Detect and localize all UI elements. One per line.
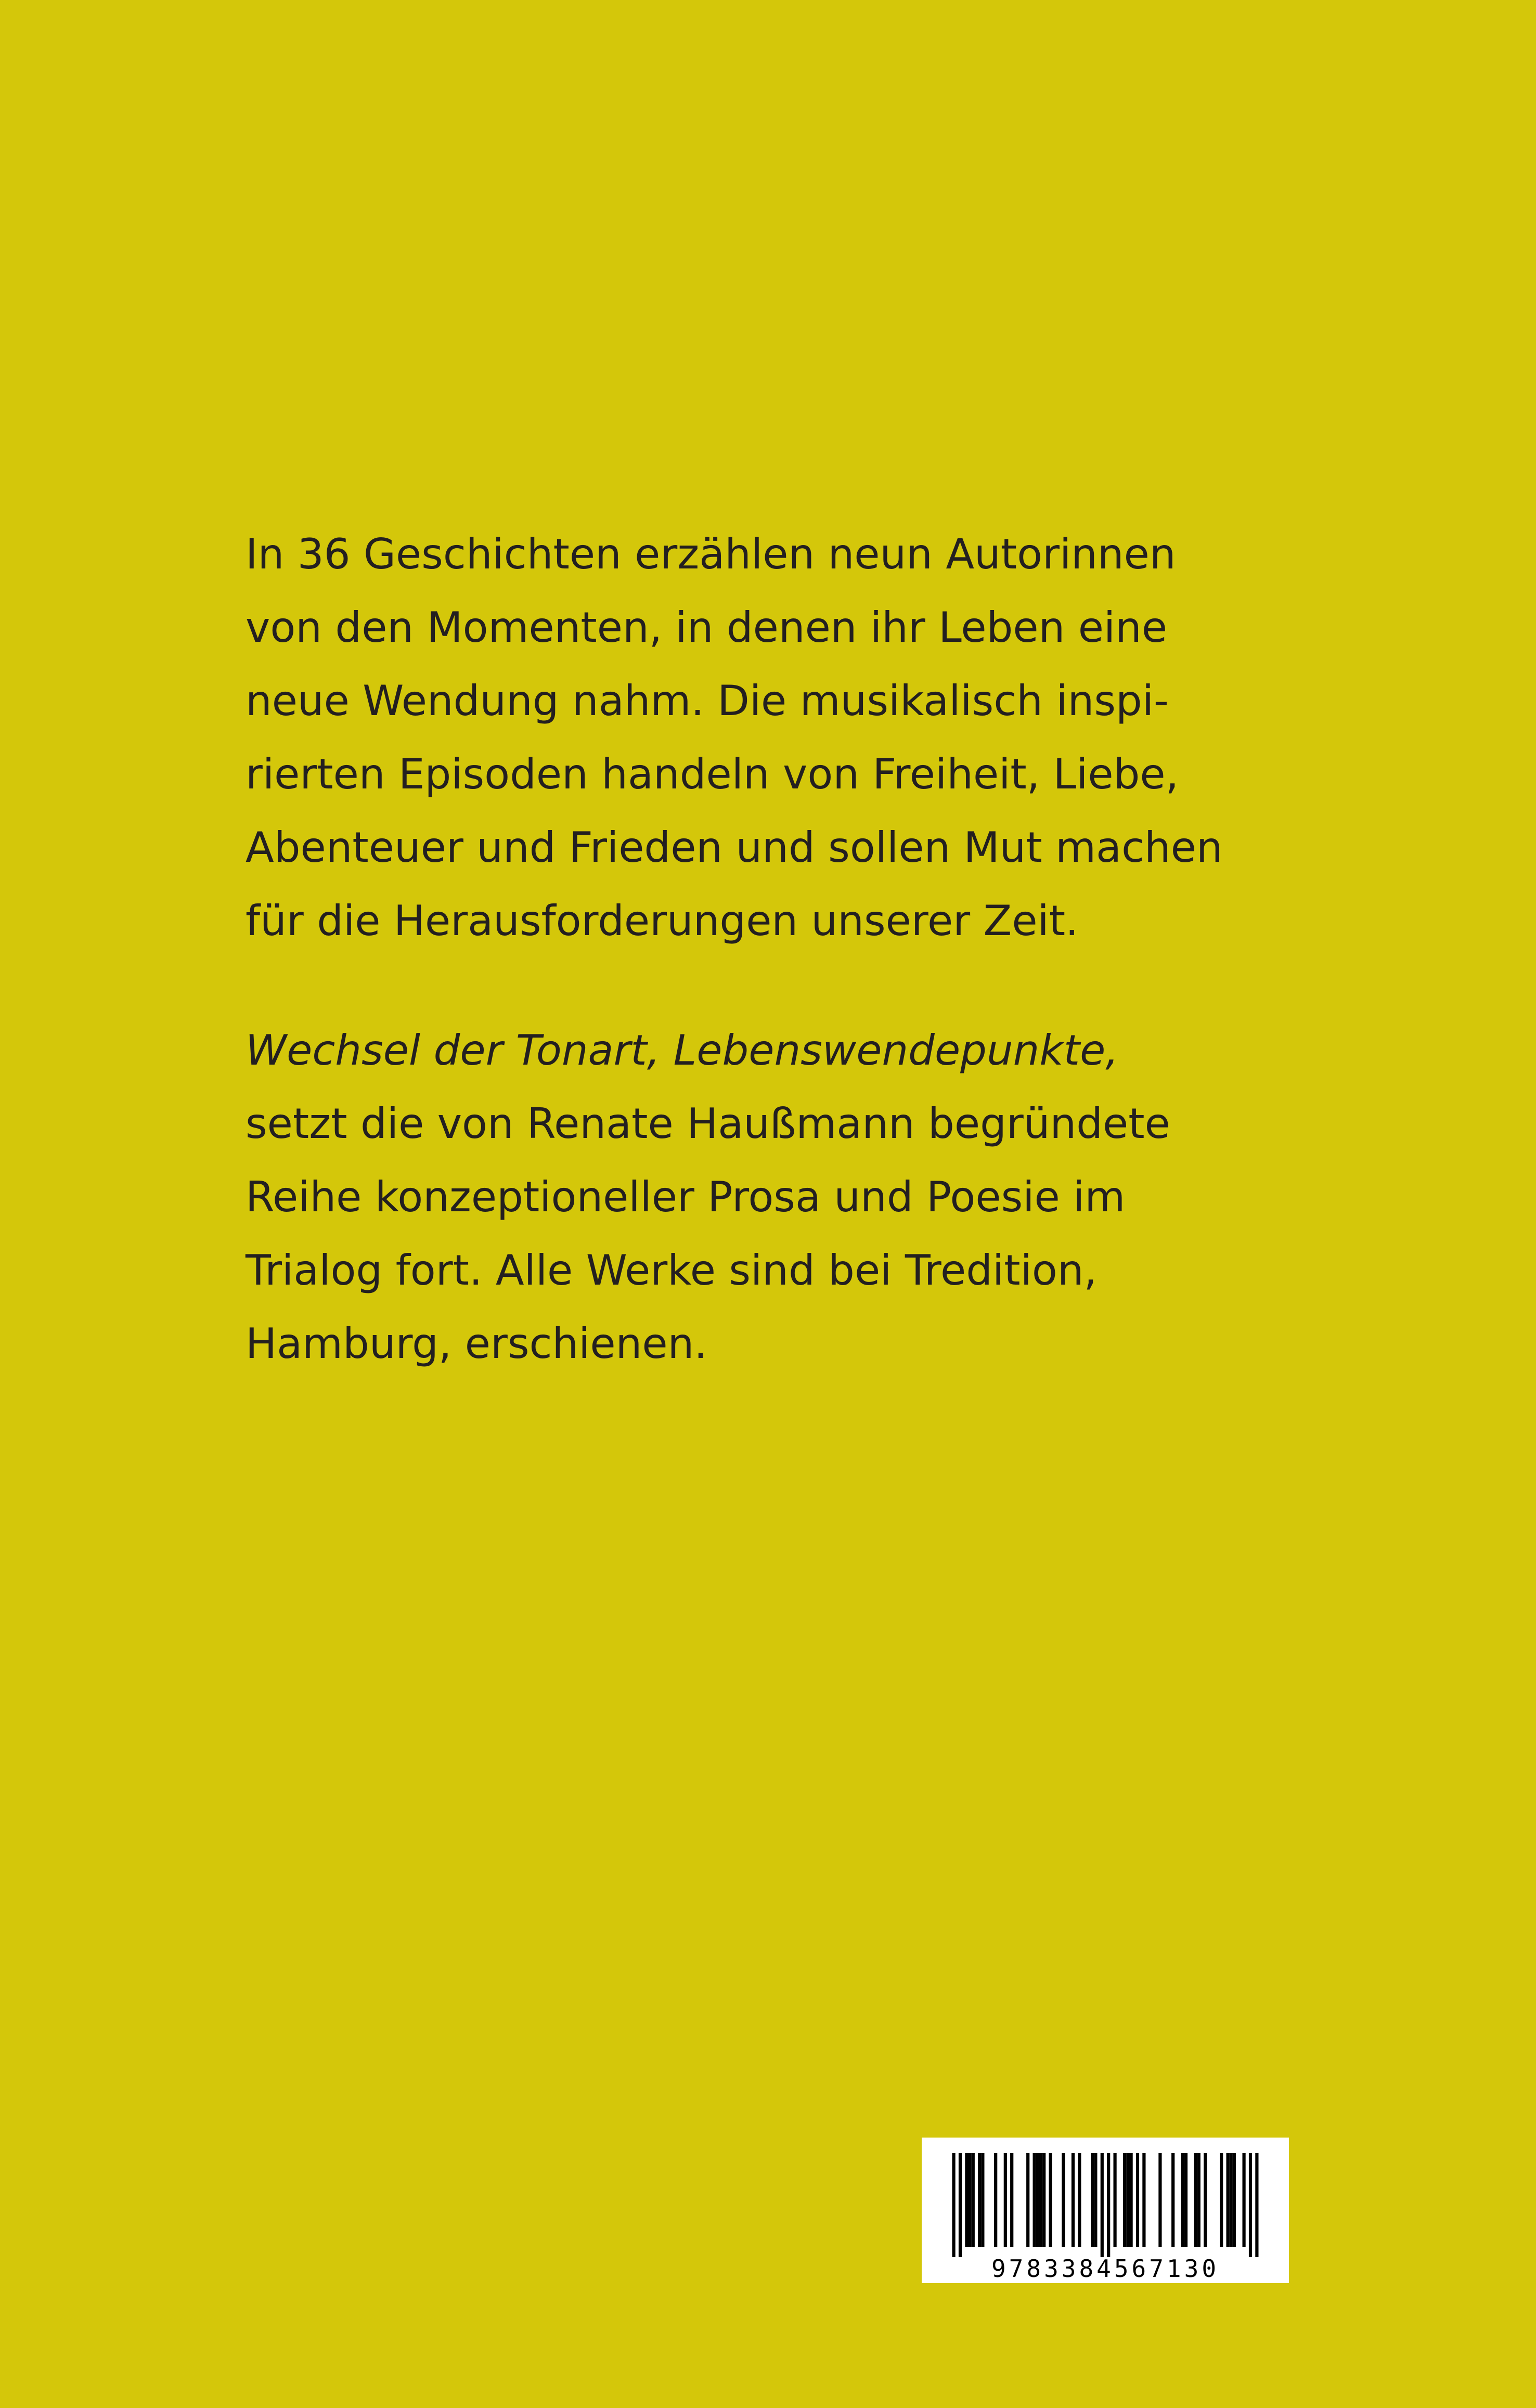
blurb-paragraph-1 [246,517,1286,957]
barcode-bar [965,2153,968,2247]
barcode-bar [978,2153,981,2247]
barcode-bar [1107,2153,1110,2257]
barcode-bar [959,2153,962,2257]
barcode-bar [1039,2153,1042,2247]
blurb-line: rierten Episoden handeln von Freiheit, Liebe, [246,750,1179,798]
blurb-line: Trialog fort. Alle Werke sind bei Tredition, [246,1246,1097,1294]
barcode-bar [1049,2153,1052,2247]
barcode-bar [1126,2153,1129,2247]
barcode-number: 9783384567130 [991,2255,1220,2283]
barcode-bar [1243,2153,1246,2247]
barcode-bar [1233,2153,1236,2247]
barcode-bar [1220,2153,1223,2247]
barcode-graphic [922,2138,1289,2283]
barcode-bar [1026,2153,1029,2247]
blurb-line: setzt die von Renate Haußmann begründete [246,1099,1170,1148]
barcode-bar [1072,2153,1075,2247]
barcode-bar [1036,2153,1039,2247]
blurb-paragraph-2 [246,1014,1286,1380]
barcode-bar [1136,2153,1139,2247]
barcode-bar [1094,2153,1097,2247]
barcode-bar [1004,2153,1007,2247]
barcode-bar [1033,2153,1036,2247]
barcode-bar [1184,2153,1188,2247]
blurb-line: Abenteuer und Frieden und sollen Mut machen [246,823,1223,872]
barcode-bar [1255,2153,1258,2257]
barcode-bar [981,2153,984,2247]
barcode-bar [1197,2153,1201,2247]
barcode-bar [1204,2153,1207,2247]
barcode-bar [1078,2153,1081,2247]
barcode-bar [1194,2153,1197,2247]
barcode-bar [1181,2153,1184,2247]
barcode-bar [1010,2153,1013,2247]
blurb-line: In 36 Geschichten erzählen neun Autorinnen [246,530,1176,578]
blurb-line: neue Wendung nahm. Die musikalisch inspi- [246,677,1169,725]
blurb-line: von den Momenten, in denen ihr Leben eine [246,603,1168,652]
barcode-bar [1114,2153,1117,2247]
barcode-bar [1101,2153,1104,2257]
barcode-bar [1130,2153,1133,2247]
blurb-line: Reihe konzeptioneller Prosa und Poesie im [246,1173,1126,1221]
barcode-bar [1091,2153,1094,2247]
barcode-bar [1230,2153,1233,2247]
barcode-bar [1123,2153,1126,2247]
blurb-line: Hamburg, erschienen. [246,1319,707,1368]
barcode-bar [1142,2153,1145,2247]
barcode-bar [972,2153,975,2247]
barcode-bar [1158,2153,1161,2247]
barcode-bars [952,2153,1259,2257]
barcode-bar [969,2153,972,2247]
barcode-bar [1227,2153,1230,2247]
book-title-line: Wechsel der Tonart, Lebenswendepunkte, [246,1026,1119,1074]
isbn-barcode [922,2138,1289,2283]
barcode-bar [952,2153,956,2257]
barcode-bar [1042,2153,1045,2247]
barcode-bar [994,2153,997,2247]
blurb-line: für die Herausforderungen unserer Zeit. [246,897,1079,945]
barcode-bar [1171,2153,1174,2247]
barcode-bar [1062,2153,1065,2247]
barcode-bar [1249,2153,1252,2257]
